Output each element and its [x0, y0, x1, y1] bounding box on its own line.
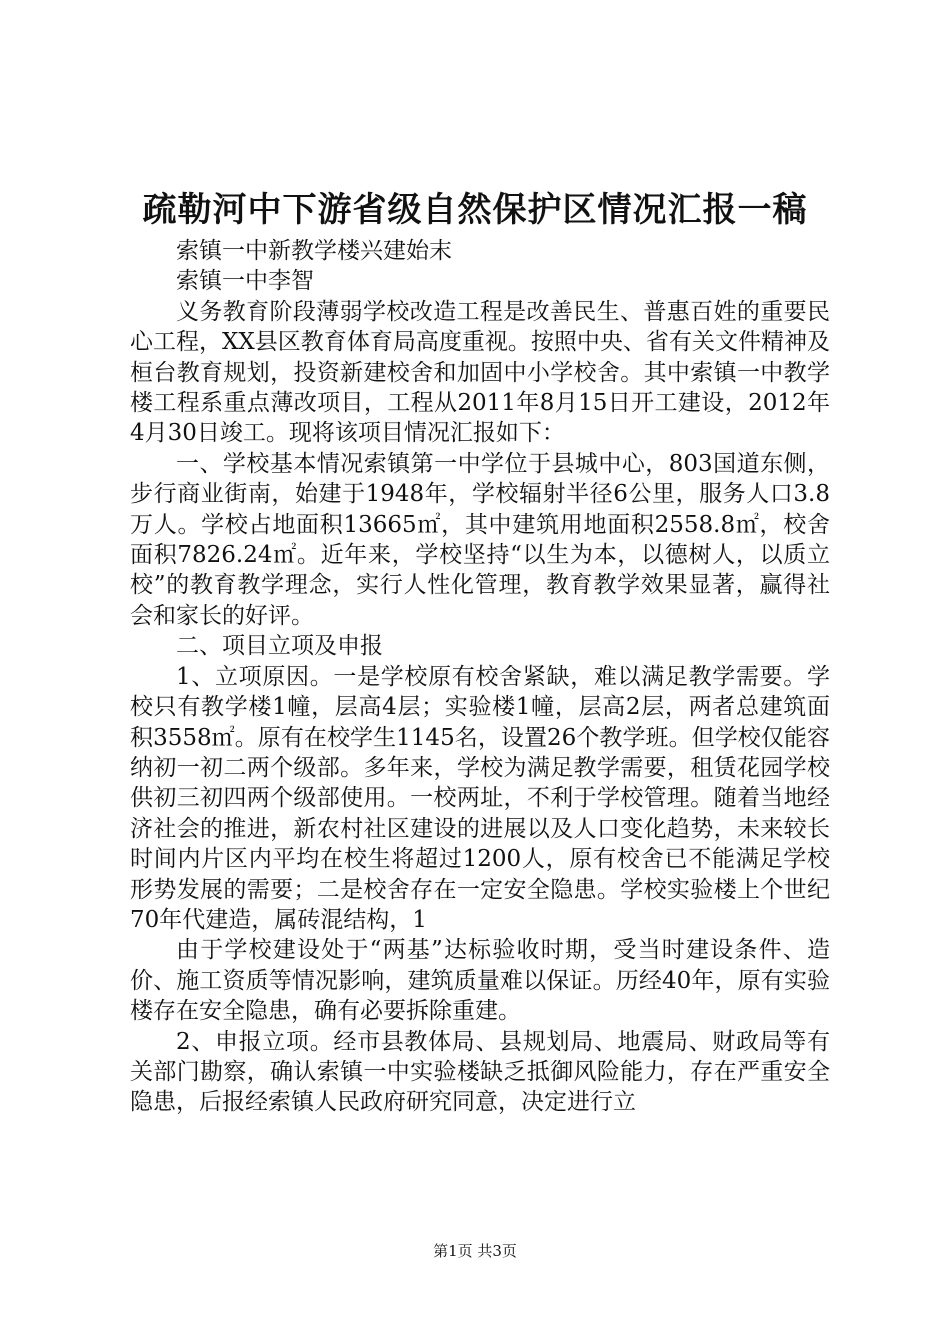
intro-paragraph: 义务教育阶段薄弱学校改造工程是改善民生、普惠百姓的重要民心工程，XX县区教育体育局高度重视。按照中央、省有关文件精神及桓台教育规划，投资新建校舍和加固中小学校舍。其中索镇一中教学楼工程系重点薄改项目，工程从2011年8月15日开工建设，2012年4月30日竣工。现将该项目情况汇报如下：: [130, 298, 830, 447]
project-reason-paragraph: 1、立项原因。一是学校原有校舍紧缺，难以满足教学需要。学校只有教学楼1幢，层高4层；实验楼1幢，层高2层，两者总建筑面积3558㎡。原有在校学生1145名，设置26个教学班。但学校仅能容纳初一初二两个级部。多年来，学校为满足教学需要，租赁花园学校供初三初四两个级部使用。一校两址，不利于学校管理。随着当地经济社会的推进，新农村社区建设的进展以及人口变化趋势，未来较长时间内片区内平均在校生将超过1200人，原有校舍已不能满足学校形势发展的需要；二是校舍存在一定安全隐患。学校实验楼上个世纪70年代建造，属砖混结构，1: [130, 663, 830, 933]
document-title: 疏勒河中下游省级自然保护区情况汇报一稿: [142, 190, 808, 230]
section-one-paragraph: 一、学校基本情况索镇第一中学位于县城中心，803国道东侧，步行商业街南，始建于1948年，学校辐射半径6公里，服务人口3.8万人。学校占地面积13665㎡，其中建筑用地面积2558.8㎡，校舍面积7826.24㎡。近年来，学校坚持“以生为本，以德树人，以质立校”的教育教学理念，实行人性化管理，教育教学效果显著，赢得社会和家长的好评。: [130, 450, 830, 629]
document-body: [130, 236, 830, 1118]
application-paragraph: 2、申报立项。经市县教体局、县规划局、地震局、财政局等有关部门勘察，确认索镇一中实验楼缺乏抵御风险能力，存在严重安全隐患，后报经索镇人民政府研究同意，决定进行立: [130, 1028, 830, 1116]
author-paragraph: 索镇一中李智: [176, 268, 314, 295]
page-number-footer: 第1页 共3页: [433, 1242, 517, 1260]
quality-paragraph: 由于学校建设处于“两基”达标验收时期，受当时建设条件、造价、施工资质等情况影响，建筑质量难以保证。历经40年，原有实验楼存在安全隐患，确有必要拆除重建。: [130, 937, 830, 1025]
subtitle-paragraph: 索镇一中新教学楼兴建始末: [176, 238, 452, 264]
section-two-heading: 二、项目立项及申报: [176, 633, 383, 660]
